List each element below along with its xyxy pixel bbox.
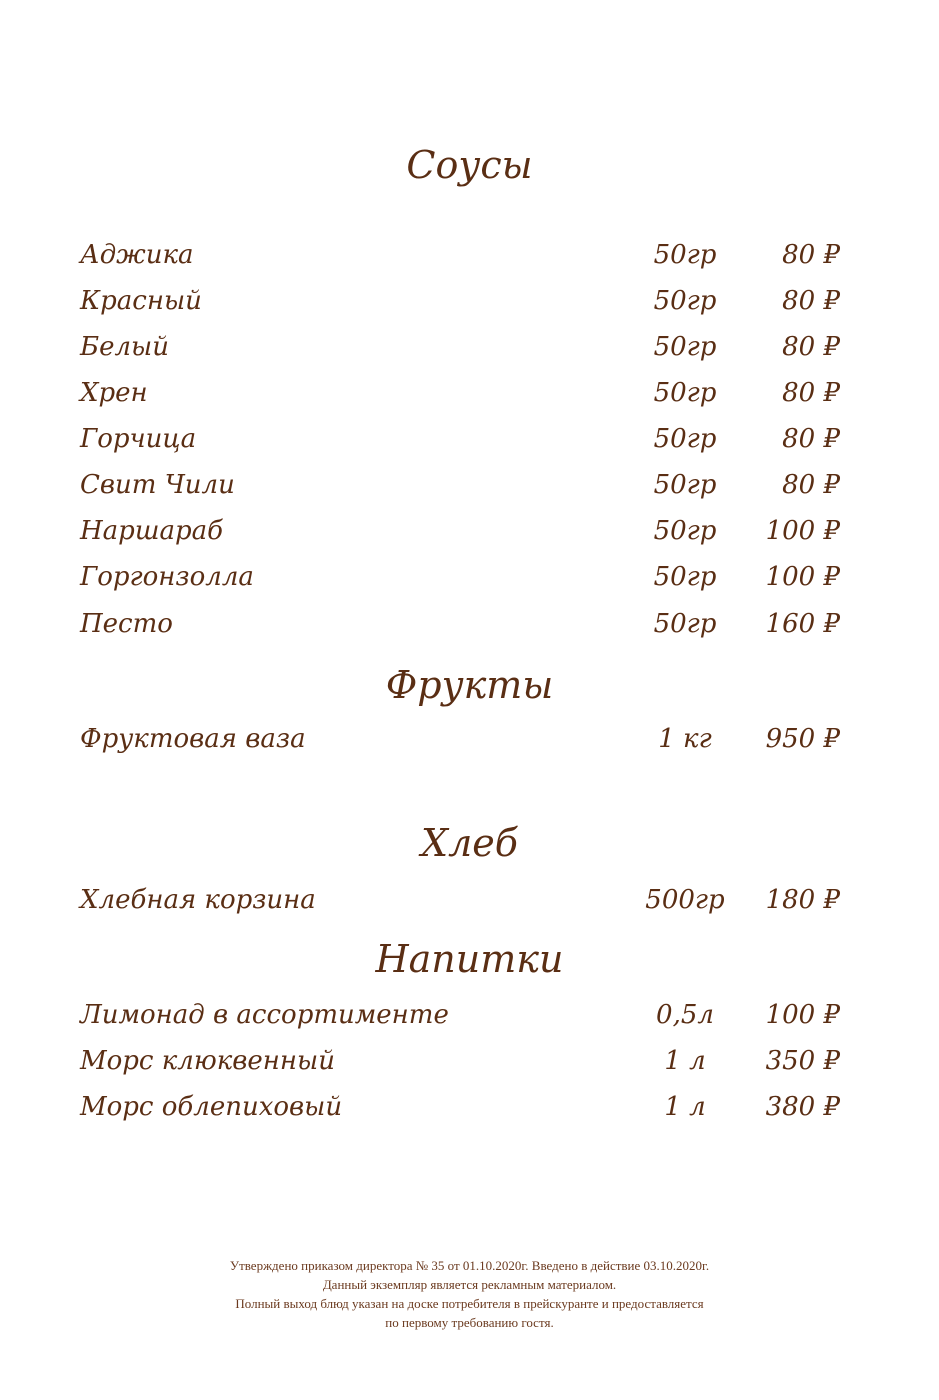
item-name: Хлебная корзина: [80, 885, 316, 915]
menu-item: [0, 284, 939, 318]
item-price: 80 ₽: [782, 378, 840, 408]
menu-item: [0, 468, 939, 502]
footer-line: Данный экземпляр является рекламным материалом.: [322, 1277, 617, 1292]
footer-line: по первому требованию гостя.: [385, 1315, 554, 1330]
section-title-bread: Хлеб: [421, 821, 518, 865]
item-weight: 0,5л: [656, 1000, 714, 1030]
item-name: Горгонзолла: [80, 562, 254, 592]
item-price: 160 ₽: [765, 609, 840, 639]
item-name: Горчица: [80, 424, 197, 454]
item-name: Лимонад в ассортименте: [80, 1000, 449, 1030]
item-price: 100 ₽: [765, 516, 840, 546]
item-weight: 50гр: [653, 562, 717, 592]
item-weight: 50гр: [653, 424, 717, 454]
item-name: Белый: [80, 332, 169, 362]
item-price: 80 ₽: [782, 470, 840, 500]
item-weight: 1 л: [664, 1046, 706, 1076]
item-name: Морс клюквенный: [80, 1046, 335, 1076]
item-price: 80 ₽: [782, 240, 840, 270]
item-weight: 50гр: [653, 609, 717, 639]
item-price: 180 ₽: [765, 885, 840, 915]
menu-item: [0, 560, 939, 594]
item-name: Хрен: [80, 378, 148, 408]
item-name: Фруктовая ваза: [80, 724, 306, 754]
item-weight: 500гр: [645, 885, 725, 915]
menu-item: [0, 238, 939, 272]
item-name: Наршараб: [80, 516, 223, 546]
item-price: 80 ₽: [782, 424, 840, 454]
section-title-drinks: Напитки: [375, 937, 564, 981]
footer-line: Утверждено приказом директора № 35 от 01.10.2020г. Введено в действие 03.10.2020г.: [229, 1258, 710, 1273]
item-weight: 50гр: [653, 332, 717, 362]
item-price: 80 ₽: [782, 286, 840, 316]
item-price: 950 ₽: [765, 724, 840, 754]
legal-footer: [0, 1256, 939, 1332]
item-name: Аджика: [80, 240, 194, 270]
menu-item: [0, 883, 939, 917]
menu-item: [0, 1090, 939, 1124]
section-title-sauces: Соусы: [406, 143, 533, 187]
item-weight: 50гр: [653, 286, 717, 316]
item-price: 350 ₽: [765, 1046, 840, 1076]
item-weight: 1 л: [664, 1092, 706, 1122]
item-price: 380 ₽: [765, 1092, 840, 1122]
item-name: Свит Чили: [80, 470, 235, 500]
item-price: 80 ₽: [782, 332, 840, 362]
menu-item: [0, 1044, 939, 1078]
item-weight: 1 кг: [658, 724, 712, 754]
menu-item: [0, 607, 939, 641]
menu-item: [0, 376, 939, 410]
item-weight: 50гр: [653, 240, 717, 270]
item-price: 100 ₽: [765, 1000, 840, 1030]
section-title-fruits: Фрукты: [385, 663, 554, 707]
menu-item: [0, 514, 939, 548]
item-name: Морс облепиховый: [80, 1092, 343, 1122]
item-weight: 50гр: [653, 378, 717, 408]
menu-item: [0, 998, 939, 1032]
footer-line: Полный выход блюд указан на доске потребителя в прейскуранте и предоставляется: [235, 1296, 704, 1311]
item-name: Песто: [80, 609, 173, 639]
menu-item: [0, 722, 939, 756]
menu-item: [0, 330, 939, 364]
menu-item: [0, 422, 939, 456]
item-price: 100 ₽: [765, 562, 840, 592]
item-name: Красный: [80, 286, 202, 316]
item-weight: 50гр: [653, 470, 717, 500]
item-weight: 50гр: [653, 516, 717, 546]
